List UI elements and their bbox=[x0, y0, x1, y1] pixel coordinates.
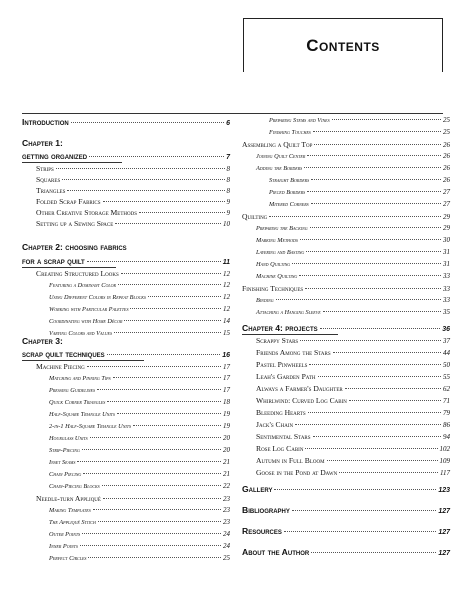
toc-label: for a scrap quilt bbox=[22, 256, 85, 266]
toc-entry-bibliography[interactable] bbox=[242, 505, 450, 515]
dot-leader bbox=[77, 461, 221, 462]
chapter-3-underline bbox=[22, 360, 144, 361]
toc-entry[interactable] bbox=[242, 420, 450, 429]
dot-leader bbox=[82, 449, 221, 450]
toc-page: 23 bbox=[223, 495, 230, 503]
dot-leader bbox=[98, 521, 221, 522]
toc-page: 71 bbox=[443, 397, 450, 405]
toc-entry[interactable] bbox=[242, 444, 450, 453]
toc-entry[interactable] bbox=[242, 140, 450, 149]
dot-leader bbox=[103, 498, 221, 499]
toc-label: Featuring a Dominant Color bbox=[49, 282, 116, 289]
toc-entry[interactable] bbox=[242, 200, 450, 208]
toc-page: 14 bbox=[223, 317, 230, 325]
toc-label: Outer Points bbox=[49, 531, 81, 538]
toc-page: 30 bbox=[443, 236, 450, 244]
toc-page: 25 bbox=[223, 554, 230, 562]
toc-page: 24 bbox=[223, 530, 230, 538]
toc-page: 94 bbox=[443, 433, 450, 441]
dot-leader bbox=[89, 156, 224, 157]
dot-leader bbox=[292, 510, 436, 511]
dot-leader bbox=[121, 273, 221, 274]
toc-entry[interactable] bbox=[242, 236, 450, 244]
toc-entry[interactable] bbox=[242, 248, 450, 256]
toc-entry[interactable] bbox=[242, 188, 450, 196]
toc-label: Marking Methods bbox=[256, 237, 298, 244]
dot-leader bbox=[327, 460, 438, 461]
toc-label: Introduction bbox=[22, 117, 69, 127]
dot-leader bbox=[320, 328, 441, 329]
toc-entry[interactable] bbox=[22, 506, 230, 514]
toc-label: Straight Borders bbox=[269, 177, 310, 184]
dot-leader bbox=[300, 239, 441, 240]
toc-entry[interactable] bbox=[22, 470, 230, 478]
toc-label: Binding bbox=[256, 297, 274, 304]
toc-label: Creating Structured Looks bbox=[36, 269, 119, 278]
toc-entry[interactable] bbox=[22, 164, 230, 173]
toc-label: Preparing Stems and Vines bbox=[269, 117, 330, 124]
dot-leader bbox=[88, 557, 221, 558]
toc-entry-chapter-4[interactable] bbox=[242, 323, 450, 333]
toc-entry-chapter-1[interactable] bbox=[22, 151, 230, 161]
toc-label: Sentimental Stars bbox=[256, 432, 311, 441]
toc-page: 33 bbox=[443, 296, 450, 304]
dot-leader bbox=[71, 122, 224, 123]
toc-entry[interactable] bbox=[22, 518, 230, 526]
toc-entry[interactable] bbox=[22, 554, 230, 562]
dot-leader bbox=[83, 473, 221, 474]
toc-label: Pressing Guidelines bbox=[49, 387, 95, 394]
dot-leader bbox=[56, 168, 225, 169]
toc-page: 20 bbox=[223, 434, 230, 442]
dot-leader bbox=[313, 436, 441, 437]
toc-label: Pieced Borders bbox=[269, 189, 306, 196]
toc-page: 37 bbox=[443, 337, 450, 345]
toc-entry[interactable] bbox=[22, 362, 230, 371]
toc-entry-chapter-2[interactable] bbox=[22, 256, 230, 266]
dot-leader bbox=[114, 332, 221, 333]
toc-label: Folded Scrap Fabrics bbox=[36, 197, 101, 206]
chapter-1-heading: Chapter 1: bbox=[22, 138, 63, 148]
toc-entry[interactable] bbox=[22, 317, 230, 325]
toc-page: 21 bbox=[223, 458, 230, 466]
toc-entry[interactable] bbox=[22, 293, 230, 301]
toc-entry[interactable] bbox=[242, 360, 450, 369]
toc-entry[interactable] bbox=[22, 208, 230, 217]
dot-leader bbox=[90, 437, 221, 438]
toc-entry[interactable] bbox=[22, 482, 230, 490]
toc-entry[interactable] bbox=[22, 542, 230, 550]
dot-leader bbox=[323, 311, 441, 312]
toc-entry[interactable] bbox=[242, 432, 450, 441]
dot-leader bbox=[292, 263, 441, 264]
dot-leader bbox=[130, 308, 221, 309]
toc-page: 21 bbox=[223, 470, 230, 478]
toc-label: Adding the Borders bbox=[256, 165, 303, 172]
dot-leader bbox=[115, 223, 221, 224]
dot-leader bbox=[314, 144, 441, 145]
toc-page: 20 bbox=[223, 446, 230, 454]
toc-page: 19 bbox=[223, 422, 230, 430]
toc-label: The Appliqué Stitch bbox=[49, 519, 96, 526]
dot-leader bbox=[305, 288, 441, 289]
chapter-2-heading: Chapter 2: choosing fabrics bbox=[22, 242, 127, 252]
toc-entry[interactable] bbox=[242, 396, 450, 405]
toc-page: 27 bbox=[443, 200, 450, 208]
dot-leader bbox=[274, 489, 436, 490]
toc-label: Machine Piecing bbox=[36, 362, 85, 371]
toc-label: Mitered Corners bbox=[269, 201, 309, 208]
chapter-3-heading: Chapter 3: bbox=[22, 336, 63, 346]
toc-label: Chain Piecing bbox=[49, 471, 82, 478]
dot-leader bbox=[333, 352, 441, 353]
toc-label: Strip-Piecing bbox=[49, 447, 80, 454]
toc-page: 12 bbox=[223, 270, 230, 278]
toc-label: Bibliography bbox=[242, 505, 290, 515]
toc-entry-gallery[interactable] bbox=[242, 484, 450, 494]
toc-label: Goose in the Pond at Dawn bbox=[256, 468, 338, 477]
toc-label: Rose Log Cabin bbox=[256, 444, 304, 453]
toc-page: 12 bbox=[223, 293, 230, 301]
toc-label: Pastel Pinwheels bbox=[256, 360, 308, 369]
toc-label: Other Creative Storage Methods bbox=[36, 208, 138, 217]
toc-page: 8 bbox=[226, 176, 230, 184]
toc-page: 123 bbox=[438, 487, 450, 494]
toc-page: 26 bbox=[443, 152, 450, 160]
dot-leader bbox=[276, 299, 441, 300]
dot-leader bbox=[339, 472, 438, 473]
toc-page: 9 bbox=[226, 198, 230, 206]
dot-leader bbox=[93, 509, 221, 510]
toc-label: Chain-Piecing Blocks bbox=[49, 483, 100, 490]
toc-label: Setting up a Sewing Space bbox=[36, 219, 114, 228]
toc-label: scrap quilt techniques bbox=[22, 349, 105, 359]
dot-leader bbox=[295, 424, 441, 425]
toc-page: 17 bbox=[223, 363, 230, 371]
toc-label: Friends Among the Stars bbox=[256, 348, 331, 357]
toc-page: 31 bbox=[443, 248, 450, 256]
toc-page: 27 bbox=[443, 188, 450, 196]
toc-page: 8 bbox=[226, 165, 230, 173]
toc-page: 12 bbox=[223, 305, 230, 313]
dot-leader bbox=[80, 545, 221, 546]
toc-entry-about-the-author[interactable] bbox=[242, 547, 450, 557]
toc-label: 2-in-1 Half-Square Triangle Units bbox=[49, 423, 131, 430]
toc-entry[interactable] bbox=[22, 458, 230, 466]
toc-label: Gallery bbox=[242, 484, 273, 494]
toc-page: 16 bbox=[222, 352, 230, 359]
toc-page: 117 bbox=[440, 469, 450, 477]
toc-label: Chapter 4: projects bbox=[242, 323, 318, 333]
toc-page: 23 bbox=[223, 518, 230, 526]
dot-leader bbox=[300, 340, 441, 341]
toc-entry[interactable] bbox=[242, 224, 450, 232]
toc-label: Jack's Chain bbox=[256, 420, 294, 429]
toc-entry[interactable] bbox=[22, 494, 230, 503]
dot-leader bbox=[87, 261, 221, 262]
dot-leader bbox=[148, 296, 221, 297]
dot-leader bbox=[311, 203, 441, 204]
toc-entry[interactable] bbox=[242, 128, 450, 136]
toc-entry[interactable] bbox=[22, 281, 230, 289]
toc-label: Using Different Colors in Repeat Blocks bbox=[49, 294, 146, 301]
toc-entry[interactable] bbox=[242, 468, 450, 477]
toc-label: Coordinating with Home Décor bbox=[49, 318, 123, 325]
toc-entry[interactable] bbox=[22, 422, 230, 430]
page-title: Contents bbox=[306, 35, 380, 55]
toc-page: 25 bbox=[443, 128, 450, 136]
toc-page: 36 bbox=[442, 326, 450, 333]
toc-entry[interactable] bbox=[242, 116, 450, 124]
toc-label: Autumn in Full Bloom bbox=[256, 456, 325, 465]
toc-page: 15 bbox=[223, 329, 230, 337]
toc-page: 127 bbox=[438, 550, 450, 557]
toc-entry[interactable] bbox=[242, 336, 450, 345]
toc-entry[interactable] bbox=[242, 348, 450, 357]
dot-leader bbox=[299, 275, 441, 276]
toc-label: Strips bbox=[36, 164, 54, 173]
toc-entry[interactable] bbox=[242, 164, 450, 172]
toc-label: Half-Square Triangle Units bbox=[49, 411, 115, 418]
dot-leader bbox=[269, 216, 441, 217]
toc-label: Quick Corner Triangles bbox=[49, 399, 106, 406]
toc-label: getting organized bbox=[22, 151, 88, 161]
toc-page: 6 bbox=[226, 120, 230, 127]
dot-leader bbox=[307, 155, 441, 156]
dot-leader bbox=[307, 191, 441, 192]
toc-entry[interactable] bbox=[22, 386, 230, 394]
dot-leader bbox=[107, 401, 221, 402]
toc-entry[interactable] bbox=[242, 176, 450, 184]
toc-label: Making Templates bbox=[49, 507, 91, 514]
dot-leader bbox=[97, 389, 221, 390]
dot-leader bbox=[332, 119, 441, 120]
toc-entry[interactable] bbox=[22, 410, 230, 418]
toc-page: 127 bbox=[438, 508, 450, 515]
toc-entry-chapter-3[interactable] bbox=[22, 349, 230, 359]
toc-page: 33 bbox=[443, 285, 450, 293]
toc-entry[interactable] bbox=[242, 408, 450, 417]
dot-leader bbox=[349, 400, 441, 401]
toc-entry[interactable] bbox=[242, 296, 450, 304]
header-divider bbox=[22, 113, 443, 114]
toc-entry[interactable] bbox=[242, 152, 450, 160]
toc-label: Scrappy Stars bbox=[256, 336, 299, 345]
toc-page: 22 bbox=[223, 482, 230, 490]
dot-leader bbox=[309, 364, 441, 365]
toc-page: 29 bbox=[443, 213, 450, 221]
toc-page: 17 bbox=[223, 374, 230, 382]
toc-page: 35 bbox=[443, 308, 450, 316]
toc-label: Assembling a Quilt Top bbox=[242, 140, 313, 149]
toc-page: 17 bbox=[223, 386, 230, 394]
dot-leader bbox=[118, 284, 221, 285]
toc-page: 25 bbox=[443, 116, 450, 124]
toc-label: Preparing the Backing bbox=[256, 225, 308, 232]
dot-leader bbox=[139, 212, 224, 213]
dot-leader bbox=[345, 388, 441, 389]
dot-leader bbox=[305, 448, 437, 449]
toc-label: Inset Seams bbox=[49, 459, 76, 466]
toc-entry[interactable] bbox=[22, 434, 230, 442]
toc-page: 102 bbox=[439, 445, 450, 453]
toc-page: 7 bbox=[226, 154, 230, 161]
toc-entry[interactable] bbox=[22, 530, 230, 538]
toc-label: Finishing Techniques bbox=[242, 284, 304, 293]
dot-leader bbox=[117, 413, 221, 414]
toc-entry[interactable] bbox=[22, 398, 230, 406]
toc-label: Always a Farmer's Daughter bbox=[256, 384, 343, 393]
toc-label: About the Author bbox=[242, 547, 310, 557]
dot-leader bbox=[113, 377, 221, 378]
toc-page: 10 bbox=[223, 220, 230, 228]
toc-page: 19 bbox=[223, 410, 230, 418]
toc-entry[interactable] bbox=[22, 374, 230, 382]
toc-label: Working with Particular Palettes bbox=[49, 306, 129, 313]
toc-label: Attaching a Hanging Sleeve bbox=[256, 309, 321, 316]
toc-entry[interactable] bbox=[22, 446, 230, 454]
toc-entry[interactable] bbox=[242, 456, 450, 465]
dot-leader bbox=[318, 376, 441, 377]
toc-label: Perfect Circles bbox=[49, 555, 87, 562]
toc-page: 23 bbox=[223, 506, 230, 514]
toc-page: 31 bbox=[443, 260, 450, 268]
dot-leader bbox=[284, 531, 436, 532]
toc-page: 26 bbox=[443, 141, 450, 149]
toc-label: Bleeding Hearts bbox=[256, 408, 306, 417]
toc-page: 8 bbox=[226, 187, 230, 195]
chapter-2-underline bbox=[22, 267, 116, 268]
dot-leader bbox=[103, 201, 225, 202]
toc-label: Inner Points bbox=[49, 543, 78, 550]
toc-label: Resources bbox=[242, 526, 282, 536]
dot-leader bbox=[308, 412, 441, 413]
dot-leader bbox=[133, 425, 221, 426]
toc-entry[interactable] bbox=[242, 284, 450, 293]
toc-entry[interactable] bbox=[22, 219, 230, 228]
dot-leader bbox=[304, 167, 441, 168]
toc-page: 62 bbox=[443, 385, 450, 393]
dot-leader bbox=[107, 354, 221, 355]
toc-entry-introduction[interactable] bbox=[22, 117, 230, 127]
chapter-1-underline bbox=[22, 162, 122, 163]
toc-label: Triangles bbox=[36, 186, 66, 195]
toc-entry[interactable] bbox=[242, 308, 450, 316]
dot-leader bbox=[124, 320, 221, 321]
dot-leader bbox=[311, 552, 436, 553]
toc-label: Quilting bbox=[242, 212, 268, 221]
toc-label: Matching and Pinning Tips bbox=[49, 375, 111, 382]
dot-leader bbox=[82, 533, 221, 534]
toc-label: Finishing Touches bbox=[269, 129, 311, 136]
toc-page: 79 bbox=[443, 409, 450, 417]
toc-entry[interactable] bbox=[22, 186, 230, 195]
toc-label: Whirlwind: Curved Log Cabin bbox=[256, 396, 347, 405]
toc-page: 12 bbox=[223, 281, 230, 289]
toc-page: 127 bbox=[438, 529, 450, 536]
dot-leader bbox=[67, 190, 224, 191]
toc-page: 33 bbox=[443, 272, 450, 280]
toc-label: Machine Quilting bbox=[256, 273, 298, 280]
toc-entry[interactable] bbox=[22, 197, 230, 206]
toc-entry[interactable] bbox=[242, 372, 450, 381]
dot-leader bbox=[62, 179, 224, 180]
toc-page: 86 bbox=[443, 421, 450, 429]
toc-label: Layering and Basting bbox=[256, 249, 305, 256]
toc-entry[interactable] bbox=[22, 269, 230, 278]
toc-page: 11 bbox=[222, 259, 230, 266]
dot-leader bbox=[102, 485, 221, 486]
toc-page: 50 bbox=[443, 361, 450, 369]
dot-leader bbox=[87, 366, 221, 367]
toc-label: Leah's Garden Path bbox=[256, 372, 316, 381]
toc-page: 55 bbox=[443, 373, 450, 381]
toc-page: 18 bbox=[223, 398, 230, 406]
toc-entry[interactable] bbox=[22, 175, 230, 184]
dot-leader bbox=[310, 227, 441, 228]
toc-entry[interactable] bbox=[242, 212, 450, 221]
toc-page: 26 bbox=[443, 164, 450, 172]
toc-entry-resources[interactable] bbox=[242, 526, 450, 536]
toc-label: Hand Quilting bbox=[256, 261, 291, 268]
toc-page: 24 bbox=[223, 542, 230, 550]
chapter-4-underline bbox=[242, 334, 338, 335]
dot-leader bbox=[311, 179, 441, 180]
dot-leader bbox=[306, 251, 441, 252]
toc-entry[interactable] bbox=[242, 260, 450, 268]
contents-title-box bbox=[243, 18, 443, 72]
toc-label: Squares bbox=[36, 175, 61, 184]
toc-page: 9 bbox=[226, 209, 230, 217]
toc-entry[interactable] bbox=[242, 272, 450, 280]
toc-page: 29 bbox=[443, 224, 450, 232]
toc-label: Hourglass Units bbox=[49, 435, 88, 442]
toc-label: Varying Colors and Values bbox=[49, 330, 112, 337]
toc-page: 26 bbox=[443, 176, 450, 184]
toc-entry[interactable] bbox=[242, 384, 450, 393]
toc-page: 109 bbox=[439, 457, 450, 465]
toc-entry[interactable] bbox=[22, 305, 230, 313]
dot-leader bbox=[313, 131, 441, 132]
toc-label: Needle-turn Appliqué bbox=[36, 494, 101, 503]
toc-label: Joining Quilt Center bbox=[256, 153, 306, 160]
toc-page: 44 bbox=[443, 349, 450, 357]
